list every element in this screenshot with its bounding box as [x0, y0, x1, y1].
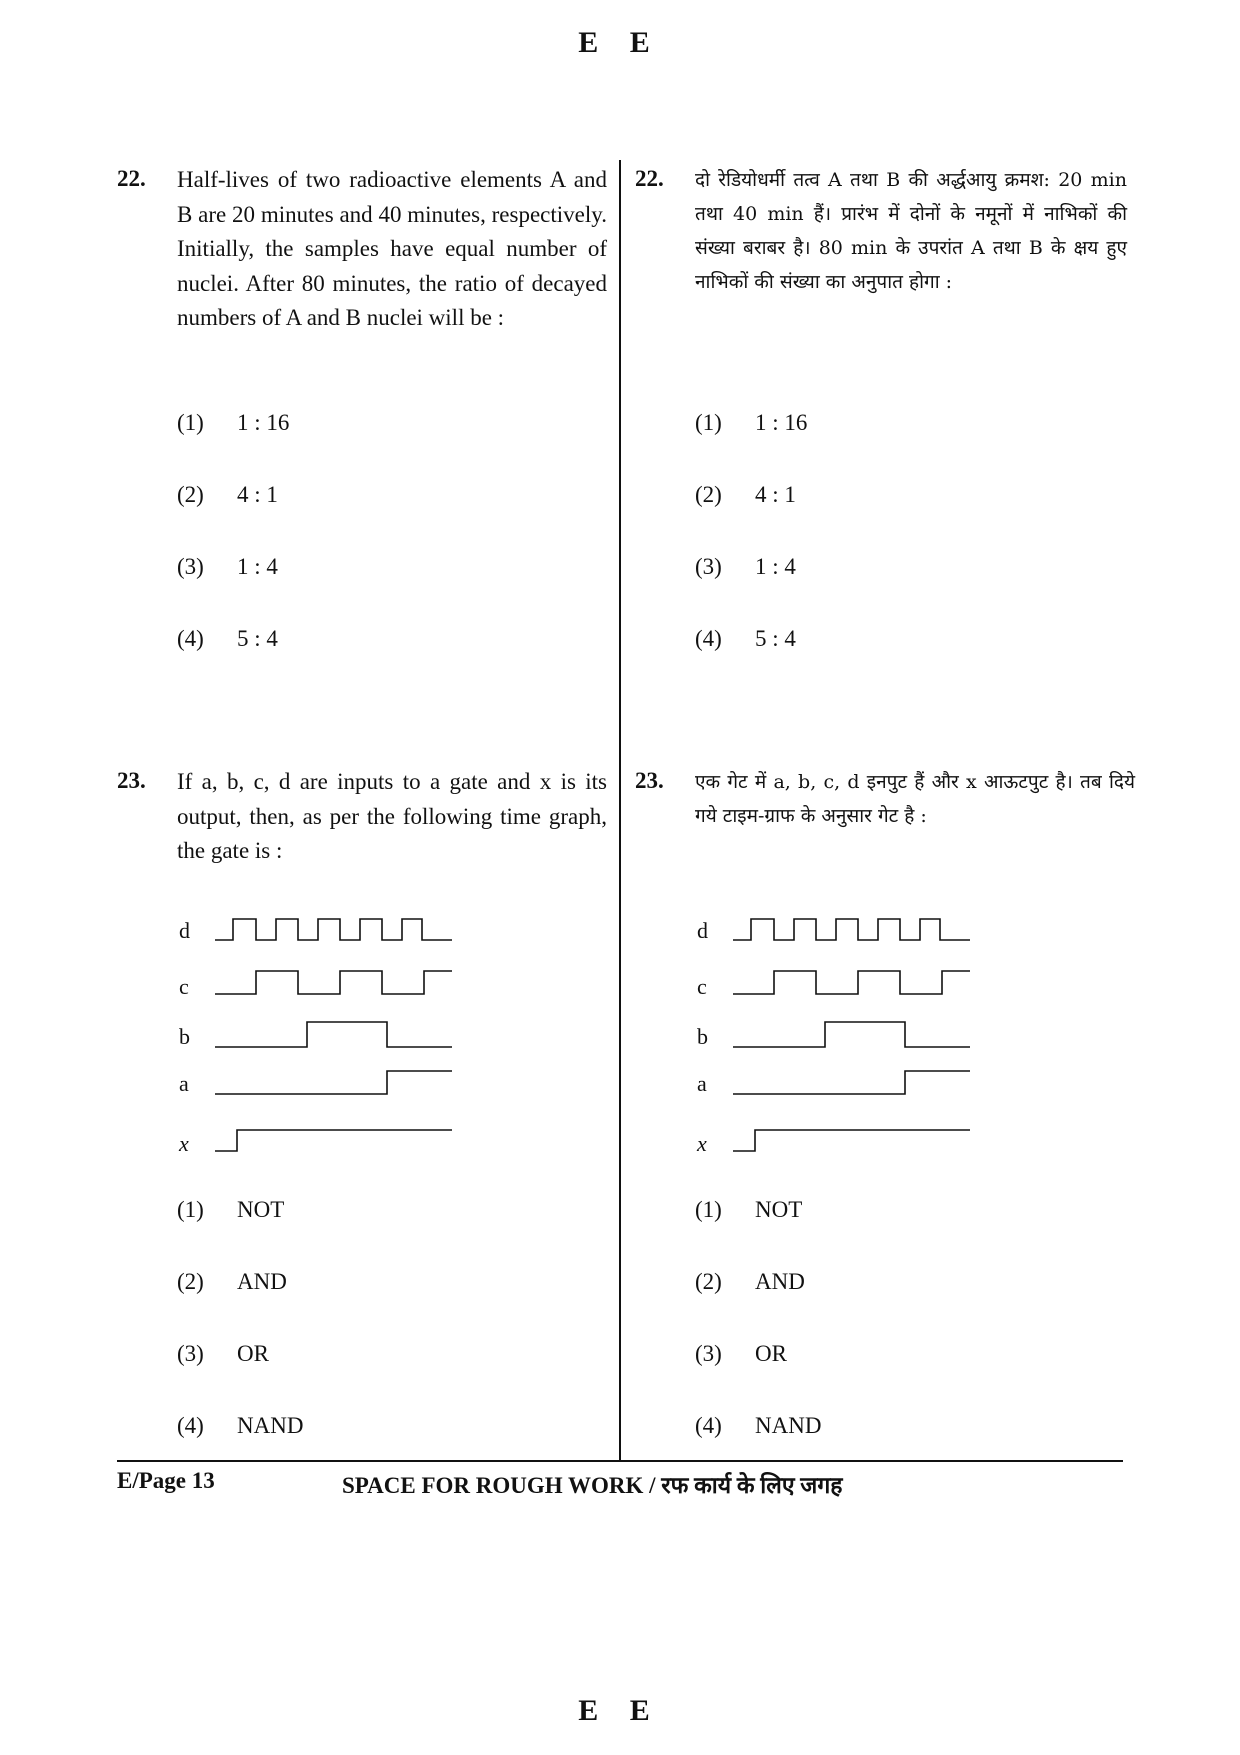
- option-number: (3): [177, 1341, 204, 1366]
- option-text: 1 : 4: [755, 554, 796, 579]
- option-number: (4): [177, 626, 204, 651]
- option-text: 1 : 16: [237, 410, 290, 435]
- option-text: 1 : 4: [237, 554, 278, 579]
- q23-timing-graph-hi: [695, 905, 975, 1160]
- timing-label-x: x: [697, 1131, 707, 1156]
- option-text: 1 : 16: [755, 410, 808, 435]
- option-text: AND: [237, 1269, 287, 1294]
- option-text: NAND: [237, 1413, 304, 1438]
- footer-mark: E E: [578, 1694, 662, 1727]
- option-number: (3): [177, 554, 204, 579]
- waveform-x: [733, 1130, 970, 1151]
- option-number: (2): [177, 482, 204, 507]
- q23-timing-graph-en: [177, 905, 457, 1160]
- option-number: (1): [177, 1197, 204, 1222]
- option-number: (4): [177, 1413, 204, 1438]
- option-text: OR: [755, 1341, 787, 1366]
- waveform-c: [733, 971, 970, 994]
- option-number: (2): [177, 1269, 204, 1294]
- option-text: AND: [755, 1269, 805, 1294]
- q23-text-hi: एक गेट में a, b, c, d इनपुट हैं और x आऊटपुट है। तब दिये गये टाइम-ग्राफ के अनुसार गेट है :: [695, 771, 1135, 827]
- option-text: NOT: [755, 1197, 803, 1222]
- timing-label-x: x: [179, 1131, 189, 1156]
- column-divider: [619, 160, 621, 1460]
- waveform-d: [215, 919, 452, 940]
- waveform-b: [733, 1022, 970, 1047]
- waveform-c: [215, 971, 452, 994]
- option-text: NAND: [755, 1413, 822, 1438]
- q22-text-hi: दो रेडियोधर्मी तत्व A तथा B की अर्द्धआयु क्रमश: 20 min तथा 40 min हैं। प्रारंभ में दोनों के नमूनों में नाभिकों की संख्या बराबर है। 80 min के उपरांत A तथा B के क्षय हुए नाभिकों की संख्या का अनुपात होगा :: [695, 169, 1127, 293]
- q23-text-en: If a, b, c, d are inputs to a gate and x is its output, then, as per the following time graph, the gate is :: [177, 769, 607, 863]
- timing-label-c: c: [697, 974, 707, 999]
- q22-number-en: 22.: [117, 166, 146, 191]
- q22-text-en: Half-lives of two radioactive elements A and B are 20 minutes and 40 minutes, respectively. Initially, the samples have equal number of nuclei. After 80 minutes, the ratio of decayed numbers of A and B nuclei will be :: [177, 167, 607, 330]
- q22-number-hi: 22.: [635, 166, 664, 191]
- waveform-d: [733, 919, 970, 940]
- option-number: (3): [695, 554, 722, 579]
- waveform-a: [733, 1071, 970, 1094]
- footer-divider: [117, 1460, 1123, 1462]
- page-number: E/Page 13: [117, 1468, 215, 1493]
- option-text: 4 : 1: [755, 482, 796, 507]
- timing-label-a: a: [697, 1071, 707, 1096]
- timing-label-b: b: [179, 1024, 190, 1049]
- waveform-a: [215, 1071, 452, 1094]
- q23-number-hi: 23.: [635, 768, 664, 793]
- option-text: 5 : 4: [237, 626, 278, 651]
- option-number: (2): [695, 482, 722, 507]
- option-text: 5 : 4: [755, 626, 796, 651]
- timing-label-c: c: [179, 974, 189, 999]
- q23-number-en: 23.: [117, 768, 146, 793]
- option-number: (3): [695, 1341, 722, 1366]
- rough-work-label: SPACE FOR ROUGH WORK / रफ कार्य के लिए जगह: [342, 1473, 843, 1498]
- timing-label-d: d: [179, 918, 190, 943]
- option-number: (4): [695, 1413, 722, 1438]
- option-number: (2): [695, 1269, 722, 1294]
- header-mark: E E: [578, 26, 662, 59]
- option-number: (4): [695, 626, 722, 651]
- option-number: (1): [177, 410, 204, 435]
- option-text: OR: [237, 1341, 269, 1366]
- timing-label-a: a: [179, 1071, 189, 1096]
- timing-label-d: d: [697, 918, 708, 943]
- option-text: 4 : 1: [237, 482, 278, 507]
- waveform-b: [215, 1022, 452, 1047]
- option-text: NOT: [237, 1197, 285, 1222]
- waveform-x: [215, 1130, 452, 1151]
- option-number: (1): [695, 1197, 722, 1222]
- timing-label-b: b: [697, 1024, 708, 1049]
- option-number: (1): [695, 410, 722, 435]
